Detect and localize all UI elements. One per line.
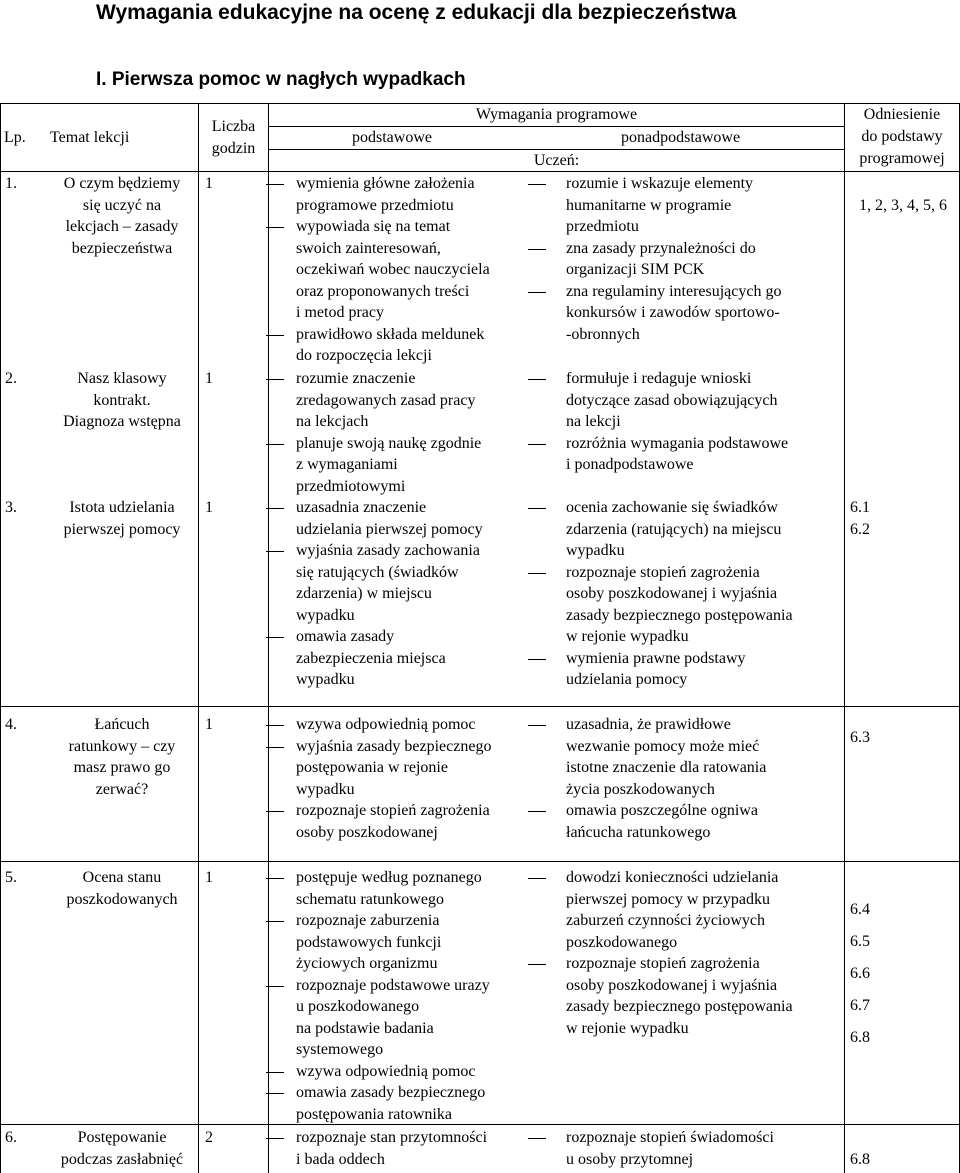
topic-line: Istota udzielania [69,499,175,516]
column-divider-topic [198,103,199,1173]
requirement-item [566,173,842,238]
hours-value: 2 [205,1129,213,1146]
bullet-dash [266,379,284,380]
header-requirements: Wymagania programowe [475,106,638,123]
reference-value: 6.2 [850,520,870,538]
bullet-dash [266,1072,284,1073]
requirement-line: na lekcjach [296,413,369,430]
bullet-dash [266,1093,284,1094]
requirement-line: osoby poszkodowanej i wyjaśnia [566,585,778,602]
bullet-dash [266,921,284,922]
basic-requirements-list [296,867,528,1125]
header-hours: Liczba godzin [211,118,256,157]
requirement-item [566,648,842,691]
bullet-dash [266,725,284,726]
requirement-line: zdarzenia (ratujących) na miejscu [566,520,782,538]
bullet-dash [266,551,284,552]
requirement-item [296,540,528,626]
bullet-dash [528,444,546,445]
row-divider-3-4 [0,706,960,707]
bullet-dash [266,747,284,748]
basic-requirements-list [296,714,528,843]
requirement-line: uzasadnia, że prawidłowe [566,716,731,733]
bullet-dash [266,184,284,185]
requirement-line: zna zasady przynależności do [566,239,756,257]
topic-line: ratunkowy – czy [68,737,176,755]
table-border-left [0,103,1,1173]
bullet-dash [266,878,284,879]
header-topic: Temat lekcji [50,129,130,146]
requirement-item [566,1127,842,1170]
bullet-dash [528,508,546,509]
reference-value: 6.8 [850,1029,870,1046]
bullet-dash [266,227,284,228]
requirement-item [296,736,528,801]
requirement-line: rozpoznaje stopień świadomości [566,1129,774,1146]
topic-line: O czym będziemy [63,175,181,192]
requirement-line: u poszkodowanego [296,998,420,1015]
requirement-line: wezwanie pomocy może mieć [566,737,760,755]
hours-value: 1 [205,869,213,886]
topic-line: zerwać? [95,780,149,798]
requirement-line: postępowania ratownika [296,1105,452,1123]
bullet-dash [266,1138,284,1139]
requirement-line: humanitarne w programie [566,196,732,214]
row-number: 6. [5,1129,17,1146]
header-advanced: ponadpodstawowe [621,129,741,146]
reference-value: 1, 2, 3, 4, 5, 6 [859,197,947,214]
topic-line: masz prawo go [73,759,171,776]
requirement-line: omawia zasady [296,628,395,645]
hours-value: 1 [205,499,213,516]
reference-value: 6.1 [850,499,870,516]
requirement-line: wypowiada się na temat [296,218,451,235]
bullet-dash [266,444,284,445]
topic-line: się uczyć na [82,196,162,214]
requirement-line: się ratujących (świadków [296,563,459,581]
requirement-line: organizacji SIM PCK [566,261,705,278]
row-divider-4-5 [0,861,960,862]
requirement-item [296,626,528,691]
basic-requirements-list [296,368,528,497]
bullet-dash [528,1138,546,1139]
requirement-line: rozumie i wskazuje elementy [566,175,754,192]
reference-value: 6.4 [850,901,870,918]
requirement-line: życiowych organizmu [296,955,438,972]
requirement-line: zredagowanych zasad pracy [296,391,476,409]
document-title: Wymagania edukacyjne na ocenę z edukacji dla bezpieczeństwa [96,1,737,24]
requirement-item [566,368,842,433]
requirement-item [296,1127,528,1170]
reference-value: 6.3 [850,729,870,746]
requirement-line: przedmiotowymi [296,477,406,495]
requirement-item [566,714,842,800]
row-number: 2. [5,370,17,387]
bullet-dash [528,184,546,185]
requirement-item [296,975,528,1061]
bullet-dash [266,986,284,987]
advanced-requirements-list [566,497,842,691]
requirement-line: -obronnych [566,325,640,343]
requirement-item [566,867,842,953]
requirement-line: omawia poszczególne ogniwa [566,802,758,819]
requirement-line: w rejonie wypadku [566,1019,689,1037]
advanced-requirements-list [566,173,842,345]
requirement-line: dotyczące zasad obowiązujących [566,391,778,409]
requirement-line: i bada oddech [296,1150,385,1168]
row-number: 3. [5,499,17,516]
requirement-item [296,800,528,843]
requirement-line: u osoby przytomnej [566,1150,694,1168]
requirement-item [296,1061,528,1083]
topic-line: Łańcuch [94,716,150,733]
requirement-line: wypadku [566,542,625,559]
requirement-line: postępowania w rejonie [296,759,448,776]
requirement-line: oraz proponowanych treści [296,282,470,300]
requirement-item [296,216,528,324]
row-number: 4. [5,716,17,733]
requirement-line: postępuje według poznanego [296,869,482,886]
requirement-item [296,910,528,975]
requirement-line: planuje swoją naukę zgodnie [296,434,482,452]
requirement-item [296,173,528,216]
requirement-line: przedmiotu [566,218,639,235]
header-lp: Lp. [4,129,26,146]
topic-line: Postępowanie [77,1129,167,1146]
header-basic: podstawowe [352,129,432,146]
bullet-dash [528,292,546,293]
topic-text [47,368,197,433]
advanced-requirements-list [566,1127,842,1170]
requirement-item [296,433,528,498]
requirement-line: wyjaśnia zasady zachowania [296,542,480,559]
requirement-line: zdarzenia) w miejscu [296,585,432,602]
section-title: I. Pierwsza pomoc w nagłych wypadkach [96,69,466,90]
requirement-line: prawidłowo składa meldunek [296,325,485,343]
basic-requirements-list [296,497,528,691]
topic-line: lekcjach – zasady [65,218,179,235]
requirement-item [566,497,842,562]
topic-line: kontrakt. [93,391,151,409]
bullet-dash [528,249,546,250]
topic-text [47,714,197,800]
column-divider-requirements [844,103,845,1173]
requirement-line: wymienia prawne podstawy [566,649,746,667]
reference-value: 6.6 [850,965,870,982]
requirement-line: zabezpieczenia miejsca [296,649,446,667]
requirement-line: rozpoznaje zaburzenia [296,912,440,929]
advanced-requirements-list [566,368,842,476]
requirement-line: programowe przedmiotu [296,196,454,214]
requirement-line: podstawowych funkcji [296,933,442,951]
topic-text [47,173,197,259]
requirement-line: rozróżnia wymagania podstawowe [566,434,789,452]
requirement-line: omawia zasady bezpiecznego [296,1084,486,1101]
requirement-item [296,497,528,540]
topic-line: poszkodowanych [66,890,178,908]
header-student: Uczeń: [533,152,580,169]
header-reference: Odniesienie do podstawy programowej [859,106,945,167]
topic-text [47,1127,197,1170]
topic-text [47,867,197,910]
requirement-line: poszkodowanego [566,933,678,951]
column-divider-hours [268,103,269,1173]
topic-line: bezpieczeństwa [71,239,173,257]
requirement-line: osoby poszkodowanej [296,823,438,841]
requirement-line: w rejonie wypadku [566,628,689,645]
requirement-line: istotne znaczenie dla ratowania [566,759,767,776]
requirement-line: życia poszkodowanych [566,780,715,798]
topic-line: Ocena stanu [82,869,162,886]
hours-value: 1 [205,175,213,192]
requirement-line: i metod pracy [296,304,384,321]
topic-line: Nasz klasowy [77,370,167,387]
requirement-line: wyjaśnia zasady bezpiecznego [296,737,492,755]
requirement-line: na lekcji [566,413,621,430]
row-number: 5. [5,869,17,886]
bullet-dash [528,379,546,380]
bullet-dash [528,573,546,574]
requirement-item [566,238,842,281]
bullet-dash [528,659,546,660]
requirement-line: na podstawie badania [296,1019,434,1037]
requirement-line: z wymaganiami [296,456,398,473]
requirement-line: ocenia zachowanie się świadków [566,499,778,516]
requirement-line: wzywa odpowiednią pomoc [296,716,476,733]
topic-text [47,497,197,540]
requirement-line: dowodzi konieczności udzielania [566,869,779,886]
bullet-dash [266,508,284,509]
requirement-line: rozpoznaje stan przytomności [296,1129,488,1146]
advanced-requirements-list [566,867,842,1039]
requirement-item [566,800,842,843]
requirement-line: wypadku [296,780,355,798]
requirement-line: rozumie znaczenie [296,370,416,387]
requirement-line: wzywa odpowiednią pomoc [296,1062,476,1080]
bullet-dash [266,637,284,638]
requirement-item [566,562,842,648]
requirement-line: osoby poszkodowanej i wyjaśnia [566,976,778,994]
hours-value: 1 [205,370,213,387]
reference-value: 6.5 [850,933,870,950]
reference-value: 6.7 [850,997,870,1014]
requirement-line: konkursów i zawodów sportowo- [566,304,780,321]
requirement-item [566,433,842,476]
hours-value: 1 [205,716,213,733]
bullet-dash [528,725,546,726]
requirement-item [296,714,528,736]
requirement-line: systemowego [296,1041,384,1058]
requirement-line: rozpoznaje podstawowe urazy [296,976,490,994]
bullet-dash [266,811,284,812]
requirement-line: swoich zainteresowań, [296,239,441,257]
basic-requirements-list [296,1127,528,1170]
requirement-line: pierwszej pomocy w przypadku [566,890,770,908]
requirement-line: rozpoznaje stopień zagrożenia [566,563,760,581]
topic-line: pierwszej pomocy [63,520,181,538]
requirement-line: udzielania pomocy [566,671,688,688]
requirement-line: udzielania pierwszej pomocy [296,520,483,538]
requirement-line: wypadku [296,606,355,624]
requirement-item [296,1082,528,1125]
advanced-requirements-list [566,714,842,843]
topic-line: Diagnoza wstępna [63,413,181,430]
reference-value: 6.8 [850,1151,870,1168]
bullet-dash [528,811,546,812]
basic-requirements-list [296,173,528,367]
requirement-item [296,324,528,367]
requirement-item [296,867,528,910]
requirement-line: i ponadpodstawowe [566,456,694,473]
requirement-line: wymienia główne założenia [296,175,475,192]
requirement-line: zaburzeń czynności życiowych [566,912,766,929]
requirement-line: zna regulaminy interesujących go [566,282,782,300]
requirement-line: oczekiwań wobec nauczyciela [296,261,490,278]
requirement-line: uzasadnia znaczenie [296,499,427,516]
requirement-item [296,368,528,433]
requirement-line: łańcucha ratunkowego [566,823,711,841]
requirement-line: schematu ratunkowego [296,890,444,908]
requirement-line: wypadku [296,671,355,688]
requirement-item [566,281,842,346]
bullet-dash [528,878,546,879]
row-number: 1. [5,175,17,192]
requirement-line: rozpoznaje stopień zagrożenia [296,802,490,819]
requirement-line: zasady bezpiecznego postępowania [566,998,793,1015]
requirement-line: formułuje i redaguje wnioski [566,370,752,387]
topic-line: podczas zasłabnięć [60,1150,184,1168]
requirement-item [566,953,842,1039]
bullet-dash [266,335,284,336]
requirement-line: do rozpoczęcia lekcji [296,347,432,364]
requirement-line: zasady bezpiecznego postępowania [566,606,793,624]
requirement-line: rozpoznaje stopień zagrożenia [566,955,760,972]
bullet-dash [528,964,546,965]
